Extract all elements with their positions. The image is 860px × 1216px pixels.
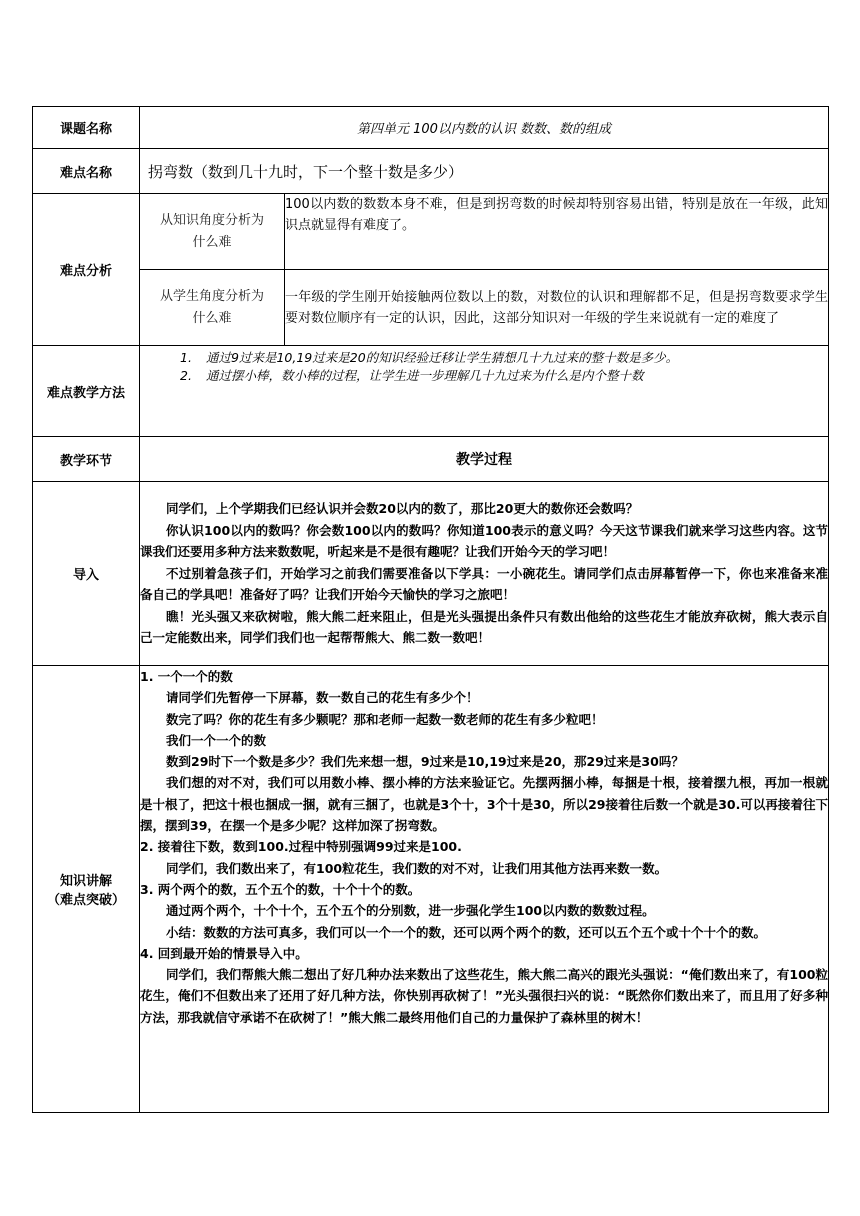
knowledge-label-line1: 知识讲解 [59, 874, 112, 889]
knowledge-line-5: 数到29时下一个数是多少？我们先来想一想，9过来是10,19过来是20，那29过来是30吗？ [166, 754, 684, 770]
method-label: 难点教学方法 [33, 346, 140, 437]
knowledge-line-10: 通过两个两个，十个十个，五个五个的分别数，进一步强化学生100以内数的数数过程。 [166, 903, 655, 919]
method-item-2-num: 2. [180, 368, 192, 383]
knowledge-label-line2: （难点突破） [46, 893, 125, 908]
knowledge-angle-label [140, 194, 285, 270]
knowledge-content [140, 666, 829, 1113]
student-angle-label-line2: 什么难 [192, 310, 232, 326]
knowledge-line-12: 4. 回到最开始的情景导入中。 [140, 945, 308, 961]
knowledge-line-2: 请同学们先暂停一下屏幕，数一数自己的花生有多少个！ [166, 690, 479, 706]
intro-paragraph-2: 你认识100以内的数吗？你会数100以内的数吗？你知道100表示的意义吗？今天这节课我们就来学习这些内容。这节课我们还要用多种方法来数数呢，听起来是不是很有趣呢？让我们开始今天的学习吧！ [140, 522, 829, 560]
row-difficulty [33, 149, 829, 194]
difficulty-value: 拐弯数（数到几十九时，下一个整十数是多少） [140, 149, 829, 194]
row-intro [33, 482, 829, 666]
teaching-process-label: 教学过程 [140, 437, 829, 482]
method-item-2-text: 通过摆小棒，数小棒的过程，让学生进一步理解几十九过来为什么是内个整十数 [206, 368, 644, 383]
knowledge-line-7: 2. 接着往下数，数到100.过程中特别强调99过来是100. [140, 839, 462, 855]
method-item-1-text: 通过9过来是10,19过来是20的知识经验迁移让学生猜想几十九过来的整十数是多少。 [206, 350, 679, 365]
topic-value: 第四单元 100以内数的认识 数数、数的组成 [140, 107, 829, 149]
topic-label: 课题名称 [33, 107, 140, 149]
knowledge-angle-text: 100以内数的数数本身不难，但是到拐弯数的时候却特别容易出错，特别是放在一年级，此知识点就显得有难度了。 [285, 194, 829, 270]
method-content [140, 346, 829, 437]
method-item-2 [140, 367, 828, 385]
knowledge-line-13: 同学们，我们帮熊大熊二想出了好几种办法来数出了这些花生，熊大熊二高兴的跟光头强说：“俺们数出来了，有100粒花生，俺们不但数出来了还用了好几种方法，你快别再砍树了！”光头强很扫兴的说：“既然你们数出来了，而且用了好多种方法，那我就信守承诺不在砍树了！”熊大熊二最终用他们自己的力量保护了森林里的树木！ [140, 967, 829, 1025]
row-analysis-knowledge [33, 194, 829, 270]
knowledge-line-6: 我们想的对不对，我们可以用数小棒、摆小棒的方法来验证它。先摆两捆小棒，每捆是十根，接着摆九根，再加一根就是十根了，把这十根也捆成一捆，就有三捆了，也就是3个十，3个十是30，所以29接着往后数一个就是30.可以再接着往下摆，摆到39，在摆一个是多少呢？这样加深了拐弯数。 [140, 775, 829, 834]
analysis-label: 难点分析 [33, 194, 140, 346]
knowledge-line-8: 同学们，我们数出来了，有100粒花生，我们数的对不对，让我们用其他方法再来数一数。 [166, 860, 668, 876]
row-header [33, 437, 829, 482]
row-method [33, 346, 829, 437]
intro-paragraph-3: 不过别着急孩子们，开始学习之前我们需要准备以下学具：一小碗花生。请同学们点击屏幕暂停一下，你也来准备来准备自己的学具吧！准备好了吗？让我们开始今天愉快的学习之旅吧！ [140, 565, 829, 603]
intro-content [140, 482, 829, 666]
row-topic [33, 107, 829, 149]
row-analysis-student [33, 270, 829, 346]
lesson-plan-table [32, 106, 829, 1113]
student-angle-label-line1: 从学生角度分析为 [159, 288, 264, 304]
teaching-step-label: 教学环节 [33, 437, 140, 482]
knowledge-angle-label-line1: 从知识角度分析为 [159, 212, 264, 228]
intro-paragraph-4: 瞧！光头强又来砍树啦，熊大熊二赶来阻止，但是光头强提出条件只有数出他给的这些花生才能放弃砍树，熊大表示自己一定能数出来，同学们我们也一起帮帮熊大、熊二数一数吧！ [140, 608, 829, 646]
knowledge-label [33, 666, 140, 1113]
row-knowledge [33, 666, 829, 1113]
method-item-1-num: 1. [180, 350, 192, 365]
intro-label: 导入 [33, 482, 140, 666]
knowledge-line-4: 我们一个一个的数 [166, 732, 267, 748]
knowledge-line-11: 小结：数数的方法可真多，我们可以一个一个的数，还可以两个两个的数，还可以五个五个或十个十个的数。 [166, 924, 767, 940]
knowledge-line-9: 3. 两个两个的数，五个五个的数，十个十个的数。 [140, 881, 421, 897]
difficulty-label: 难点名称 [33, 149, 140, 194]
knowledge-line-1: 1. 一个一个的数 [140, 669, 233, 684]
student-angle-text: 一年级的学生刚开始接触两位数以上的数，对数位的认识和理解都不足，但是拐弯数要求学生要对数位顺序有一定的认识，因此，这部分知识对一年级的学生来说就有一定的难度了 [285, 270, 829, 346]
knowledge-line-3: 数完了吗？你的花生有多少颗呢？那和老师一起数一数老师的花生有多少粒吧！ [166, 711, 604, 727]
method-item-1 [140, 349, 828, 367]
student-angle-label [140, 270, 285, 346]
intro-paragraph-1: 同学们，上个学期我们已经认识并会数20以内的数了，那比20更大的数你还会数吗？ [166, 501, 639, 517]
knowledge-angle-label-line2: 什么难 [192, 234, 232, 250]
